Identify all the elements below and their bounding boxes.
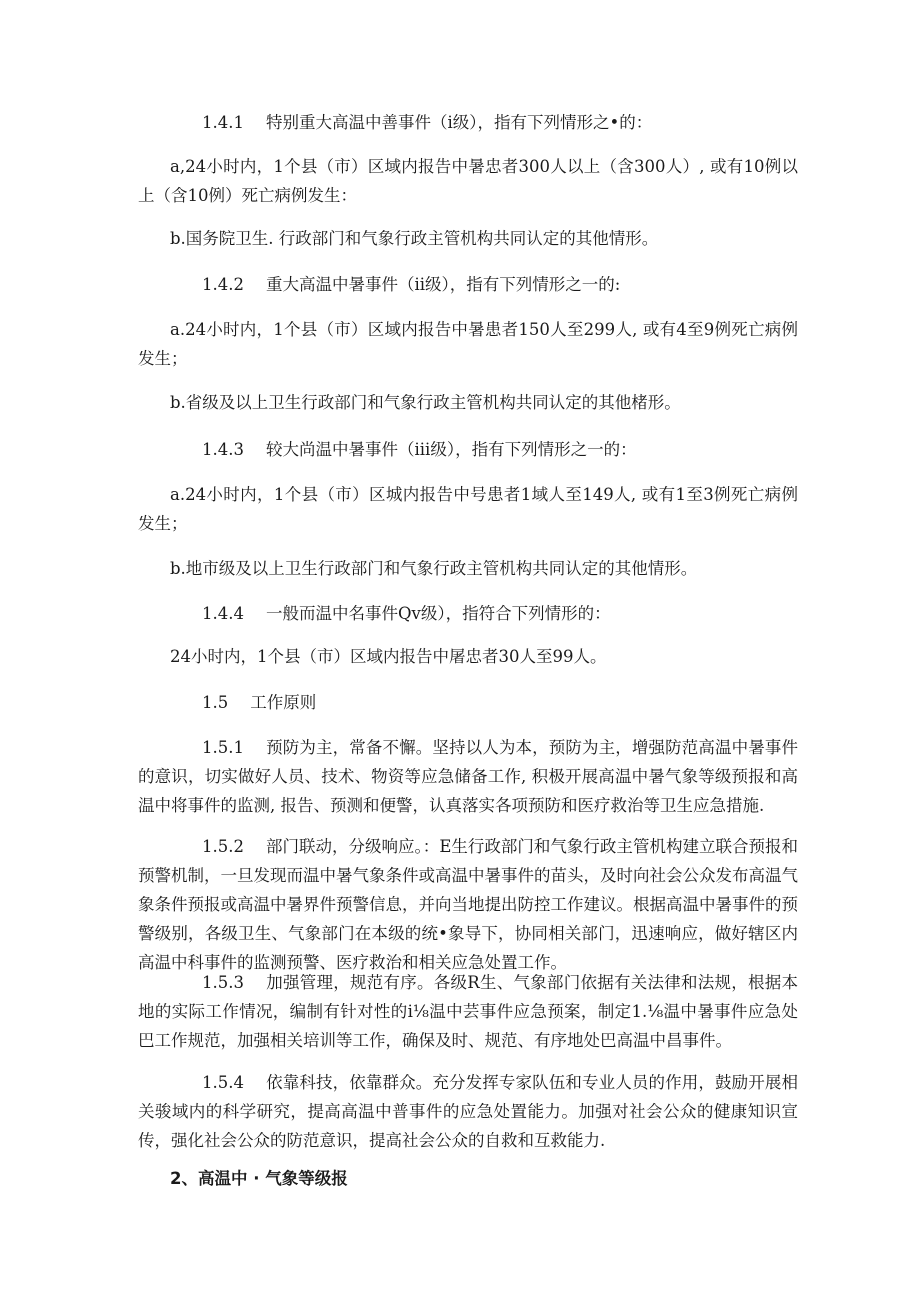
paragraph-1-4-2 (138, 270, 798, 299)
paragraph-1-5-3 (138, 968, 798, 1055)
paragraph-1-4-4 (138, 599, 798, 628)
paragraph-1-4-3 (138, 435, 798, 464)
paragraph-1-4-3-b (138, 554, 798, 583)
section-number: 1.4.4 (202, 604, 244, 623)
section-number: 1.5 (202, 693, 229, 712)
paragraph-text: a,24小时内，1个县（市）区域内报告中暑忠者300人以上（含300人）, 或有10例以上（含10例）死亡病例发生： (138, 157, 798, 205)
paragraph-text: 工作原则 (250, 693, 317, 712)
paragraph-1-5-4 (138, 1068, 798, 1155)
section-number: 1.4.3 (202, 440, 244, 459)
paragraph-text: 24小时内，1个县（市）区域内报告中屠忠者30人至99人。 (170, 647, 607, 666)
paragraph-1-5-1 (138, 733, 798, 820)
section-number: 1.5.4 (202, 1073, 244, 1092)
section-number: 1.4.1 (202, 113, 244, 132)
paragraph-1-4-2-b (138, 388, 798, 417)
paragraph-text: 预防为主，常备不懈。坚持以人为本，预防为主，增强防范高温中暑事件的意识，切实做好人员、技术、物资等应急储备工作, 积极开展高温中暑气象等级预报和高温中将事件的监测, 报告、预测和便警，认真落实各项预防和医疗救治等卫生应急措施. (138, 738, 798, 815)
paragraph-text: b.省级及以上卫生行政部门和气象行政主管机构共同认定的其他楮形。 (170, 393, 681, 412)
paragraph-text: 较大尚温中暑事件（iii级），指有下列情形之一的： (265, 440, 637, 459)
section-number: 1.5.1 (202, 738, 244, 757)
paragraph-1-4-2-a (138, 315, 798, 373)
section-number: 1.5.3 (202, 973, 244, 992)
paragraph-1-4-1-b (138, 224, 798, 253)
paragraph-text: 部门联动，分级响应。：E生行政部门和气象行政主管机构建立联合预报和预警机制，一旦发现而温中暑气象条件或高温中暑事件的苗头，及时向社会公众发布高温气象条件预报或高温中暑界件预警信息，并向当地提出防控工作建议。根据高温中暑事件的预警级别，各级卫生、气象部门在本级的统•象导下，协同相关部门，迅速响应，做好辖区内高温中科事件的监测预警、医疗救治和相关应急处置工作。 (138, 837, 798, 972)
section-number: 1.4.2 (202, 275, 244, 294)
paragraph-text: a.24小时内，1个县（市）区城内报告中号患者1域人至149人, 或有1至3例死亡病例发生； (138, 485, 798, 533)
paragraph-text: 依靠科技，依靠群众。充分发挥专家队伍和专业人员的作用，鼓励开展相关骏域内的科学研究，提高高温中普事件的应急处置能力。加强对社会公众的健康知识宣传，强化社会公众的防范意识，提高社会公众的自救和互救能力. (138, 1073, 798, 1150)
section-number: 1.5.2 (202, 837, 244, 856)
paragraph-1-4-3-a (138, 480, 798, 538)
paragraph-1-5 (138, 688, 798, 717)
paragraph-1-4-1-a (138, 152, 798, 210)
section-heading-2: 2、高温中 · 气象等级报 (170, 1169, 348, 1188)
paragraph-text: 特别重大高温中善事件（i级），指有下列情形之•的： (265, 113, 653, 132)
paragraph-1-4-1 (138, 108, 798, 137)
paragraph-1-5-2 (138, 832, 798, 977)
paragraph-text: b.国务院卫生. 行政部门和气象行政主管机构共同认定的其他情形。 (170, 229, 659, 248)
paragraph-text: 一般而温中名事件Qv级），指符合下列情形的： (265, 604, 611, 623)
paragraph-text: 加强管理，规范有序。各级R生、气象部门依据有关法律和法规，根据本地的实际工作情况，编制有针对性的i⅛温中芸事件应急预案，制定1.⅛温中暑事件应急处巴工作规范，加强相关培训等工作，确保及时、规范、有序地处巴高温中昌事件。 (138, 973, 798, 1050)
paragraph-text: 重大高温中暑事件（ii级），指有下列情形之一的: (265, 275, 621, 294)
paragraph-text: a.24小时内，1个县（市）区域内报告中暑患者150人至299人, 或有4至9例死亡病例发生； (138, 320, 798, 368)
paragraph-1-4-4-a (138, 642, 798, 671)
paragraph-text: b.地市级及以上卫生行政部门和气象行政主管机构共同认定的其他情形。 (170, 559, 698, 578)
